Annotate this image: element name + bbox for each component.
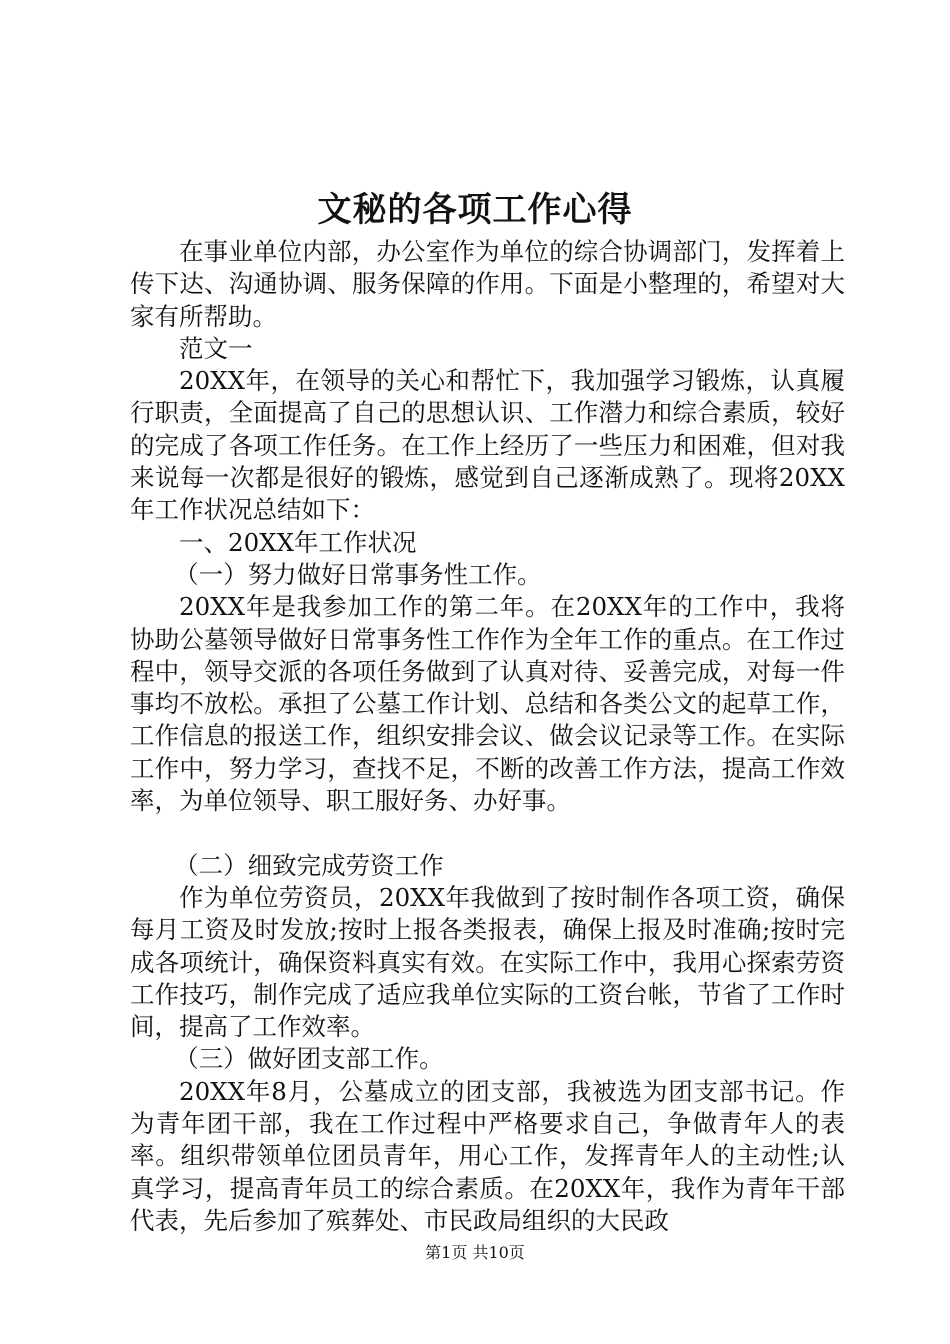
document-body [130,236,845,1237]
section-heading: 一、20XX年工作状况 [179,527,417,557]
blank-line [130,817,845,849]
league-branch-paragraph: 20XX年8月，公墓成立的团支部，我被选为团支部书记。作为青年团干部，我在工作过程中严格要求自己，争做青年人的表率。组织带领单位团员青年，用心工作，发挥青年人的主动性;认真学习，提高青年员工的综合素质。在20XX年，我作为青年干部代表，先后参加了殡葬处、市民政局组织的大民政 [130,1076,845,1235]
subsection-heading-1: （一）努力做好日常事务性工作。 [174,559,542,589]
sample-heading: 范文一 [179,333,253,363]
intro-paragraph: 在事业单位内部，办公室作为单位的综合协调部门，发挥着上传下达、沟通协调、服务保障的作用。下面是小整理的，希望对大家有所帮助。 [130,237,845,331]
payroll-paragraph: 作为单位劳资员，20XX年我做到了按时制作各项工资，确保每月工资及时发放;按时上报各类报表，确保上报及时准确;按时完成各项统计，确保资料真实有效。在实际工作中，我用心探索劳资工作技巧，制作完成了适应我单位实际的工资台帐，节省了工作时间，提高了工作效率。 [130,882,845,1042]
summary-paragraph: 20XX年，在领导的关心和帮忙下，我加强学习锻炼，认真履行职责，全面提高了自己的思想认识、工作潜力和综合素质，较好的完成了各项工作任务。在工作上经历了一些压力和困难，但对我来说每一次都是很好的锻炼，感觉到自己逐渐成熟了。现将20XX年工作状况总结如下： [130,366,845,525]
daily-work-paragraph: 20XX年是我参加工作的第二年。在20XX年的工作中，我将协助公墓领导做好日常事务性工作作为全年工作的重点。在工作过程中，领导交派的各项任务做到了认真对待、妥善完成，对每一件事均不放松。承担了公墓工作计划、总结和各类公文的起草工作，工作信息的报送工作，组织安排会议、做会议记录等工作。在实际工作中，努力学习，查找不足，不断的改善工作方法，提高工作效率，为单位领导、职工服好务、办好事。 [130,592,845,816]
subsection-heading-2: （二）细致完成劳资工作 [174,850,444,880]
page-footer: 第1页 共10页 [425,1243,525,1262]
subsection-heading-3: （三）做好团支部工作。 [174,1044,444,1074]
document-title: 文秘的各项工作心得 [317,190,633,230]
